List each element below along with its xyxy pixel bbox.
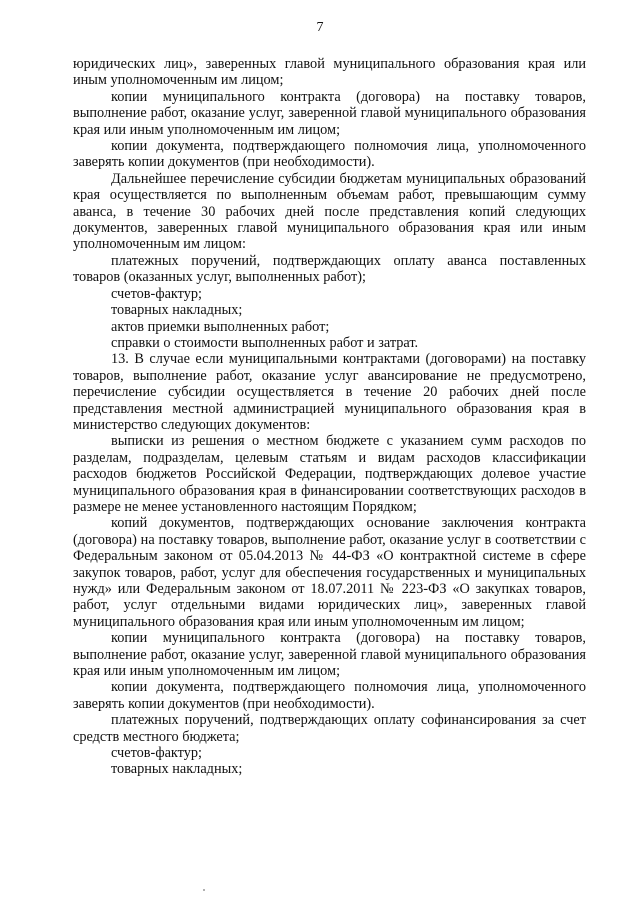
page-number: 7	[316, 20, 324, 35]
paragraph: копий документов, подтверждающих основание заключения контракта (договора) на поставку товаров, выполнение работ, оказание услуг в соответствии с Федеральным законом от 05.04.2013 № 44-ФЗ «О контрактной системе в сфере закупок товаров, работ, услуг для обеспечения государственных и муниципальных нужд» или Федеральным законом от 18.07.2011 № 223-ФЗ «О закупках товаров, работ, услуг отдельными видами юридических лиц», заверенных главой муниципального образования края или иным уполномоченным им лицом;	[73, 515, 586, 630]
scan-speck	[203, 889, 205, 891]
paragraph: 13. В случае если муниципальными контрактами (договорами) на поставку товаров, выполнение работ, оказание услуг авансирование не предусмотрено, перечисление субсидии осуществляется в течение 20 рабочих дней после представления местной администрацией муниципального образования края в министерство следующих документов:	[73, 351, 586, 433]
paragraph: копии документа, подтверждающего полномочия лица, уполномоченного заверять копии документов (при необходимости).	[73, 679, 586, 712]
paragraph: юридических лиц», заверенных главой муниципального образования края или иным уполномоченным им лицом;	[73, 56, 586, 89]
paragraph: Дальнейшее перечисление субсидии бюджетам муниципальных образований края осуществляется по выполненным объемам работ, превышающим сумму аванса, в течение 30 рабочих дней после представления копий следующих документов, заверенных главой муниципального образования края или иным уполномоченным им лицом:	[73, 170, 586, 253]
paragraph: счетов-фактур;	[111, 745, 203, 762]
paragraph: счетов-фактур;	[111, 285, 203, 302]
paragraph: платежных поручений, подтверждающих оплату аванса поставленных товаров (оказанных услуг, выполненных работ);	[73, 252, 586, 286]
paragraph: копии муниципального контракта (договора) на поставку товаров, выполнение работ, оказание услуг, заверенной главой муниципального образования края или иным уполномоченным им лицом;	[73, 630, 586, 680]
paragraph: товарных накладных;	[111, 302, 243, 319]
paragraph: актов приемки выполненных работ;	[111, 318, 330, 335]
document-body	[73, 56, 586, 778]
paragraph: копии документа, подтверждающего полномочия лица, уполномоченного заверять копии документов (при необходимости).	[73, 138, 586, 171]
paragraph: копии муниципального контракта (договора) на поставку товаров, выполнение работ, оказание услуг, заверенной главой муниципального образования края или иным уполномоченным им лицом;	[73, 88, 586, 138]
paragraph: выписки из решения о местном бюджете с указанием сумм расходов по разделам, подразделам, целевым статьям и видам расходов классификации расходов бюджетов Российской Федерации, подтверждающих долевое участие муниципального образования края в финансировании соответствующих расходов в размере не менее установленного настоящим Порядком;	[73, 433, 586, 515]
paragraph: справки о стоимости выполненных работ и затрат.	[111, 334, 419, 351]
paragraph: товарных накладных;	[111, 761, 243, 778]
paragraph: платежных поручений, подтверждающих оплату софинансирования за счет средств местного бюджета;	[73, 712, 586, 745]
